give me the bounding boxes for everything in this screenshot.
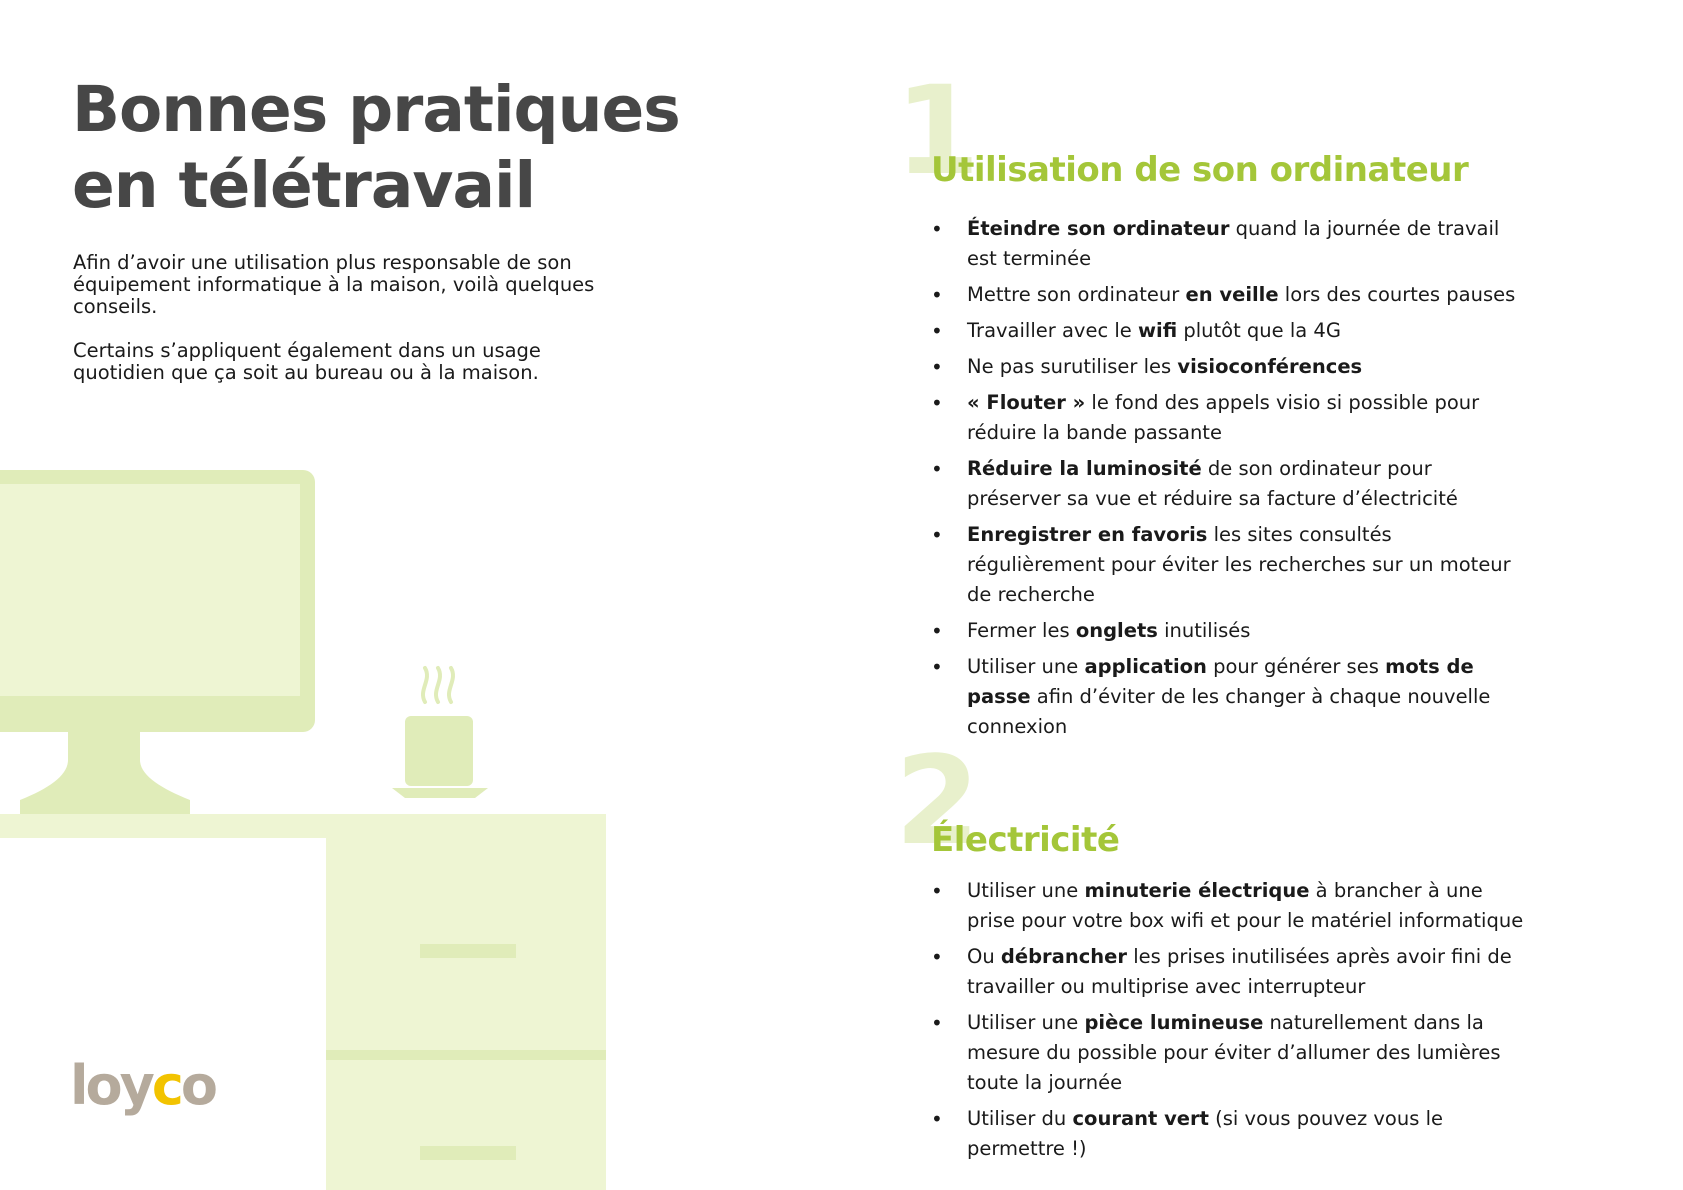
intro-text xyxy=(73,252,633,406)
list-item: • Fermer les onglets inutilisés xyxy=(931,616,1531,646)
list-item: • Éteindre son ordinateur quand la journée de travail est terminée xyxy=(931,214,1531,274)
list-item: • Mettre son ordinateur en veille lors des courtes pauses xyxy=(931,280,1531,310)
section-number: 2 xyxy=(895,730,980,872)
tips-list xyxy=(931,214,1531,748)
list-item: • « Flouter » le fond des appels visio si possible pour réduire la bande passante xyxy=(931,388,1531,448)
section-title: Électricité xyxy=(931,820,1120,860)
page-title xyxy=(72,72,692,224)
loyco-logo xyxy=(70,1054,215,1122)
list-item: • Réduire la luminosité de son ordinateur pour préserver sa vue et réduire sa facture d’électricité xyxy=(931,454,1531,514)
list-item: • Utiliser une pièce lumineuse naturellement dans la mesure du possible pour éviter d’allumer des lumières toute la journée xyxy=(931,1008,1531,1098)
coffee-cup-icon xyxy=(392,668,488,798)
list-item: • Utiliser une application pour générer ses mots de passe afin d’éviter de les changer à chaque nouvelle connexion xyxy=(931,652,1531,742)
intro-paragraph-1: Afin d’avoir une utilisation plus responsable de son équipement informatique à la maison, voilà quelques conseils. xyxy=(73,251,595,318)
list-item: • Ne pas surutiliser les visioconférences xyxy=(931,352,1531,382)
list-item: • Travailler avec le wifi plutôt que la 4G xyxy=(931,316,1531,346)
intro-paragraph-2: Certains s’appliquent également dans un usage quotidien que ça soit au bureau ou à la maison. xyxy=(73,339,541,384)
section-number: 1 xyxy=(895,60,980,202)
list-item: • Enregistrer en favoris les sites consultés régulièrement pour éviter les recherches sur un moteur de recherche xyxy=(931,520,1531,610)
monitor-icon xyxy=(0,470,315,814)
list-item: • Utiliser une minuterie électrique à brancher à une prise pour votre box wifi et pour le matériel informatique xyxy=(931,876,1531,936)
desk-icon xyxy=(0,814,606,1190)
page-title-line-1: Bonnes pratiques xyxy=(72,73,680,146)
list-item: • Utiliser du courant vert (si vous pouvez vous le permettre !) xyxy=(931,1104,1531,1164)
section-title: Utilisation de son ordinateur xyxy=(931,150,1469,190)
list-item: • Ou débrancher les prises inutilisées après avoir fini de travailler ou multiprise avec interrupteur xyxy=(931,942,1531,1002)
svg-text:loyco: loyco xyxy=(70,1054,215,1117)
page-title-line-2: en télétravail xyxy=(72,149,536,222)
tips-list xyxy=(931,876,1531,1170)
